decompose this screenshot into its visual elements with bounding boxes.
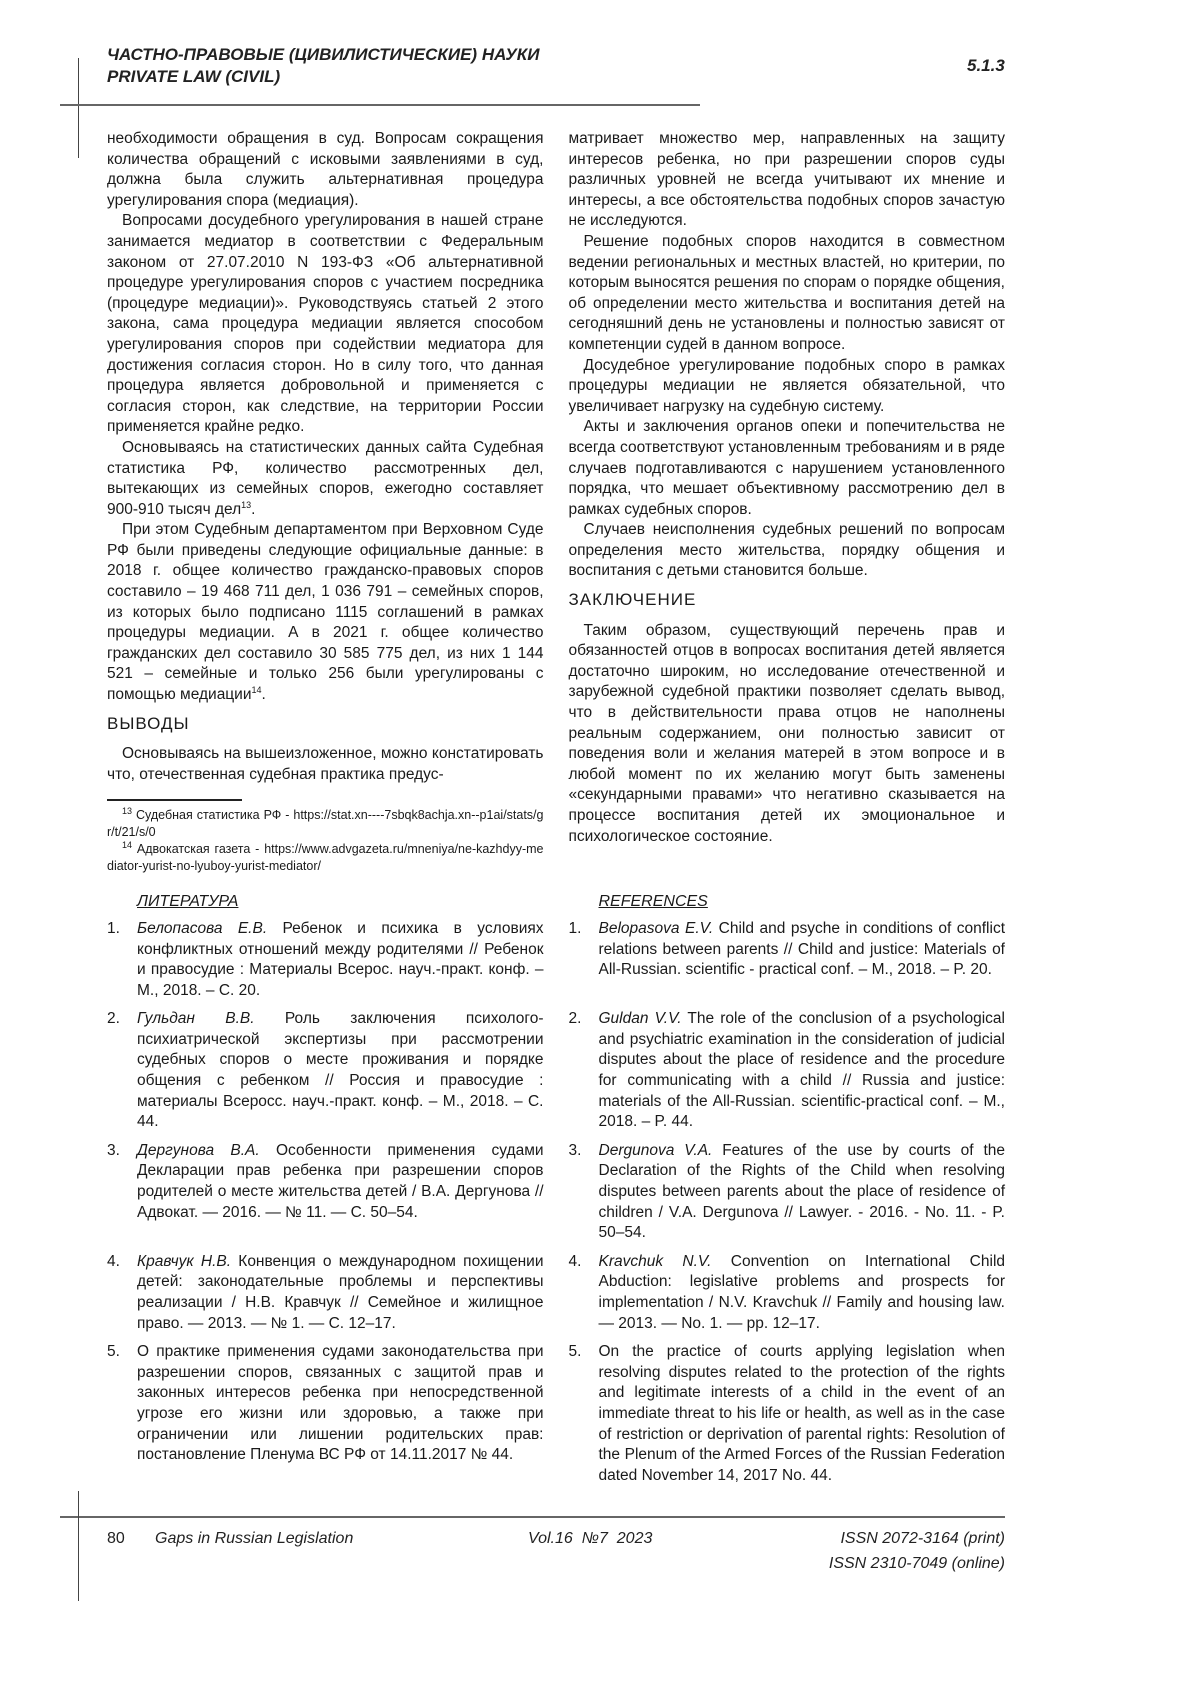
footnote-rule — [107, 799, 242, 801]
literature-item — [107, 919, 544, 1001]
item-number: 3. — [569, 1141, 582, 1162]
citation: О практике применения судами законодательства при разрешении споров, связанных с защитой прав и законных интересов ребенка при непосредственной угрозе его жизни или здоровью, а также при ограничении или лишении родительских прав: постановление Пленума ВС РФ от 14.11.2017 № 44. — [137, 1343, 544, 1463]
paragraph: Вопросами досудебного урегулирования в нашей стране занимается медиатор в соответствии с Федеральным законом от 27.07.2010 N 193-ФЗ «Об альтернативной процедуре урегулирования споров с участием посредника (процедуре медиации)». Руководствуясь статьей 2 этого закона, сама процедура медиации является способом урегулирования споров при содействии медиатора для достижения согласия сторон. Но в силу того, что данная процедура является добровольной и применяется с согласия сторон, как следствие, на территории России применяется крайне редко. — [107, 211, 544, 438]
reference-item — [569, 1141, 1006, 1244]
page-number: 80 — [107, 1530, 125, 1548]
footnote-ref[interactable]: 13 — [241, 500, 251, 510]
heading-conclusions: ВЫВОДЫ — [107, 714, 544, 735]
item-number: 2. — [107, 1009, 120, 1030]
literature-heading: ЛИТЕРАТУРА — [107, 893, 544, 911]
section-code: 5.1.3 — [967, 55, 1005, 77]
heading-conclusion: ЗАКЛЮЧЕНИЕ — [569, 590, 1006, 611]
footer-rule — [60, 1516, 1005, 1518]
paragraph-text: Основываясь на статистических данных сайта Судебная статистика РФ, количество рассмотренных дел, вытекающих из семейных споров, ежегодно составляет 900-910 тысяч дел — [107, 439, 544, 518]
literature-item — [107, 1342, 544, 1486]
reference-item — [569, 1252, 1006, 1334]
footnote-number: 14 — [122, 840, 132, 850]
footnote-text: Судебная статистика РФ - https://stat.xn----7sbqk8achja.xn--p1ai/stats/gr/t/21/s/0 — [107, 808, 544, 839]
paragraph: При этом Судебным департаментом при Верховном Суде РФ были приведены следующие официальные данные: в 2018 г. общее количество гражданско-правовых споров составило – 19 468 711 дел, 1 036 791 – семейных споров, из которых было подписано 1115 соглашений в рамках процедуры медиации. А в 2021 г. общее количество гражданских дел составило 30 585 775 дел, из них 1 144 521 – семейные и только 256 были урегулированы с помощью медиации14. — [107, 520, 544, 705]
paragraph: Случаев неисполнения судебных решений по вопросам определения место жительства, порядку общения и воспитания с детьми становится больше. — [569, 520, 1006, 582]
reference-item — [569, 919, 1006, 1001]
citation: On the practice of courts applying legislation when resolving disputes related to the protection of the rights and legitimate interests of a child in the event of an immediate threat to his life or health, as well as in the case of restriction or deprivation of parental rights: Resolution of the Plenum of the Armed Forces of the Russian Federation dated November 14, 2017 No. 44. — [599, 1343, 1006, 1484]
footnote-text: Адвокатская газета - https://www.advgazeta.ru/mneniya/ne-kazhdyy-mediator-yurist-no-lyuboy-yurist-mediator/ — [107, 842, 544, 873]
citation: Особенности применения судами Декларации прав ребенка при разрешении споров родителей о месте жительства детей / В.А. Дергунова // Адвокат. — 2016. — № 11. — С. 50–54. — [137, 1142, 544, 1221]
footer-row — [107, 1530, 1005, 1580]
volume-issue: Vol.16 №7 2023 — [528, 1530, 652, 1548]
item-number: 5. — [569, 1342, 582, 1363]
journal-name: Gaps in Russian Legislation — [155, 1530, 353, 1548]
paragraph: необходимости обращения в суд. Вопросам сокращения количества обращений с исковыми заявлениями в суд, должна была служить альтернативная процедура урегулирования спора (медиация). — [107, 129, 544, 211]
literature-item — [107, 1009, 544, 1133]
right-column — [569, 129, 1006, 847]
header-rule-vertical — [78, 58, 79, 158]
item-number: 5. — [107, 1342, 120, 1363]
author: Кравчук Н.В. — [137, 1253, 231, 1270]
footnote-14 — [107, 841, 544, 875]
author: Belopasova E.V. — [599, 920, 714, 937]
references-heading: REFERENCES — [569, 893, 1006, 911]
author: Dergunova V.A. — [599, 1142, 713, 1159]
item-number: 4. — [569, 1252, 582, 1273]
item-number: 1. — [107, 919, 120, 940]
issn-online: ISSN 2310-7049 (online) — [829, 1555, 1005, 1573]
section-title-en: PRIVATE LAW (CIVIL) — [107, 66, 280, 88]
item-number: 4. — [107, 1252, 120, 1273]
paragraph: Досудебное урегулирование подобных споро в рамках процедуры медиации не является обязательной, что увеличивает нагрузку на судебную систему. — [569, 356, 1006, 418]
author: Гульдан В.В. — [137, 1010, 255, 1027]
citation: Конвенция о международном похищении детей: законодательные проблемы и перспективы реализации / Н.В. Кравчук // Семейное и жилищное право. — 2013. — № 1. — С. 12–17. — [137, 1253, 544, 1332]
author: Белопасова Е.В. — [137, 920, 267, 937]
item-number: 3. — [107, 1141, 120, 1162]
item-number: 1. — [569, 919, 582, 940]
bibliography — [107, 893, 1005, 1486]
footnote-ref[interactable]: 14 — [252, 685, 262, 695]
issn-print: ISSN 2072-3164 (print) — [840, 1530, 1005, 1548]
citation: Роль заключения психолого-психиатрической экспертизы при рассмотрении судебных споров о месте проживания и порядке общения с ребенком // Россия и правосудие : материалы Всеросс. науч.-практ. конф. – М., 2018. – С. 44. — [137, 1010, 544, 1130]
paragraph: матривает множество мер, направленных на защиту интересов ребенка, но при разрешении споров суды различных уровней не всегда учитывают их мнение и интересы, а все обстоятельства подобных споров зачастую не исследуются. — [569, 129, 1006, 232]
page-content — [107, 0, 1005, 1600]
literature-item — [107, 1252, 544, 1334]
author: Kravchuk N.V. — [599, 1253, 712, 1270]
page-footer — [107, 1516, 1005, 1600]
paragraph: Таким образом, существующий перечень прав и обязанностей отцов в вопросах воспитания детей является достаточно широким, но исследование отечественной и зарубежной судебной практики позволяет сделать вывод, что в действительности права отцов не наполнены реальным содержанием, они полностью зависит от поведения воли и желания матерей в этом вопросе и в любой момент по их желанию могут быть заменены «секундарными правами» что негативно сказывается на процессе воспитания детей их эмоциональное и психологическое состояние. — [569, 621, 1006, 848]
reference-item — [569, 1009, 1006, 1133]
literature-item — [107, 1141, 544, 1244]
citation: The role of the conclusion of a psychological and psychiatric examination in the consideration of judicial disputes about the place of residence and the procedure for communicating with a child // Russia and justice: materials of the All-Russian. scientific-practical conf. – M., 2018. – P. 44. — [599, 1010, 1006, 1130]
item-number: 2. — [569, 1009, 582, 1030]
author: Guldan V.V. — [599, 1010, 682, 1027]
paragraph: Основываясь на вышеизложенное, можно констатировать что, отечественная судебная практика предус- — [107, 744, 544, 785]
reference-item — [569, 1342, 1006, 1486]
citation: Features of the use by courts of the Declaration of the Rights of the Child when resolving disputes between parents about the place of residence of children / V.A. Dergunova // Lawyer. - 2016. - No. 11. - P. 50–54. — [599, 1142, 1006, 1241]
section-title-ru: ЧАСТНО-ПРАВОВЫЕ (ЦИВИЛИСТИЧЕСКИЕ) НАУКИ — [107, 44, 540, 66]
footnote-number: 13 — [122, 806, 132, 816]
citation: Child and psyche in conditions of conflict relations between parents // Child and justice: Materials of All-Russian. scientific - practical conf. – M., 2018. – P. 20. — [599, 920, 1006, 978]
paragraph: Основываясь на статистических данных сайта Судебная статистика РФ, количество рассмотренных дел, вытекающих из семейных споров, ежегодно составляет 900-910 тысяч дел13. — [107, 438, 544, 520]
citation: Ребенок и психика в условиях конфликтных отношений между родителями // Ребенок и правосудие : Материалы Всерос. науч.-практ. конф. – М., 2018. – С. 20. — [137, 920, 544, 999]
footer-rule-vertical — [78, 1491, 79, 1601]
citation: Convention on International Child Abduction: legislative problems and prospects for implementation / N.V. Kravchuk // Family and housing law. — 2013. — No. 1. — pp. 12–17. — [599, 1253, 1006, 1332]
paragraph: Акты и заключения органов опеки и попечительства не всегда соответствуют установленным требованиям и в ряде случаев подготавливаются с нарушением установленного порядка, что мешает объективному рассмотрению дел в рамках судебных споров. — [569, 417, 1006, 520]
paragraph: Решение подобных споров находится в совместном ведении региональных и местных властей, но критерии, по которым выносятся решения по спорам о порядке общения, об определении место жительства и воспитания детей на сегодняшний день не установлены и полностью зависят от компетенции судей в данном вопросе. — [569, 232, 1006, 356]
paragraph-text: При этом Судебным департаментом при Верховном Суде РФ были приведены следующие официальные данные: в 2018 г. общее количество гражданско-правовых споров составило – 19 468 711 дел, 1 036 791 – семейных споров, из которых было подписано 1115 соглашений в рамках процедуры медиации. А в 2021 г. общее количество гражданских дел составило 30 585 775 дел, из них 1 144 521 – семейные и только 256 были урегулированы с помощью медиации — [107, 521, 544, 703]
author: Дергунова В.А. — [137, 1142, 260, 1159]
body-columns — [107, 129, 1005, 875]
footnote-13 — [107, 807, 544, 841]
left-column — [107, 129, 544, 875]
